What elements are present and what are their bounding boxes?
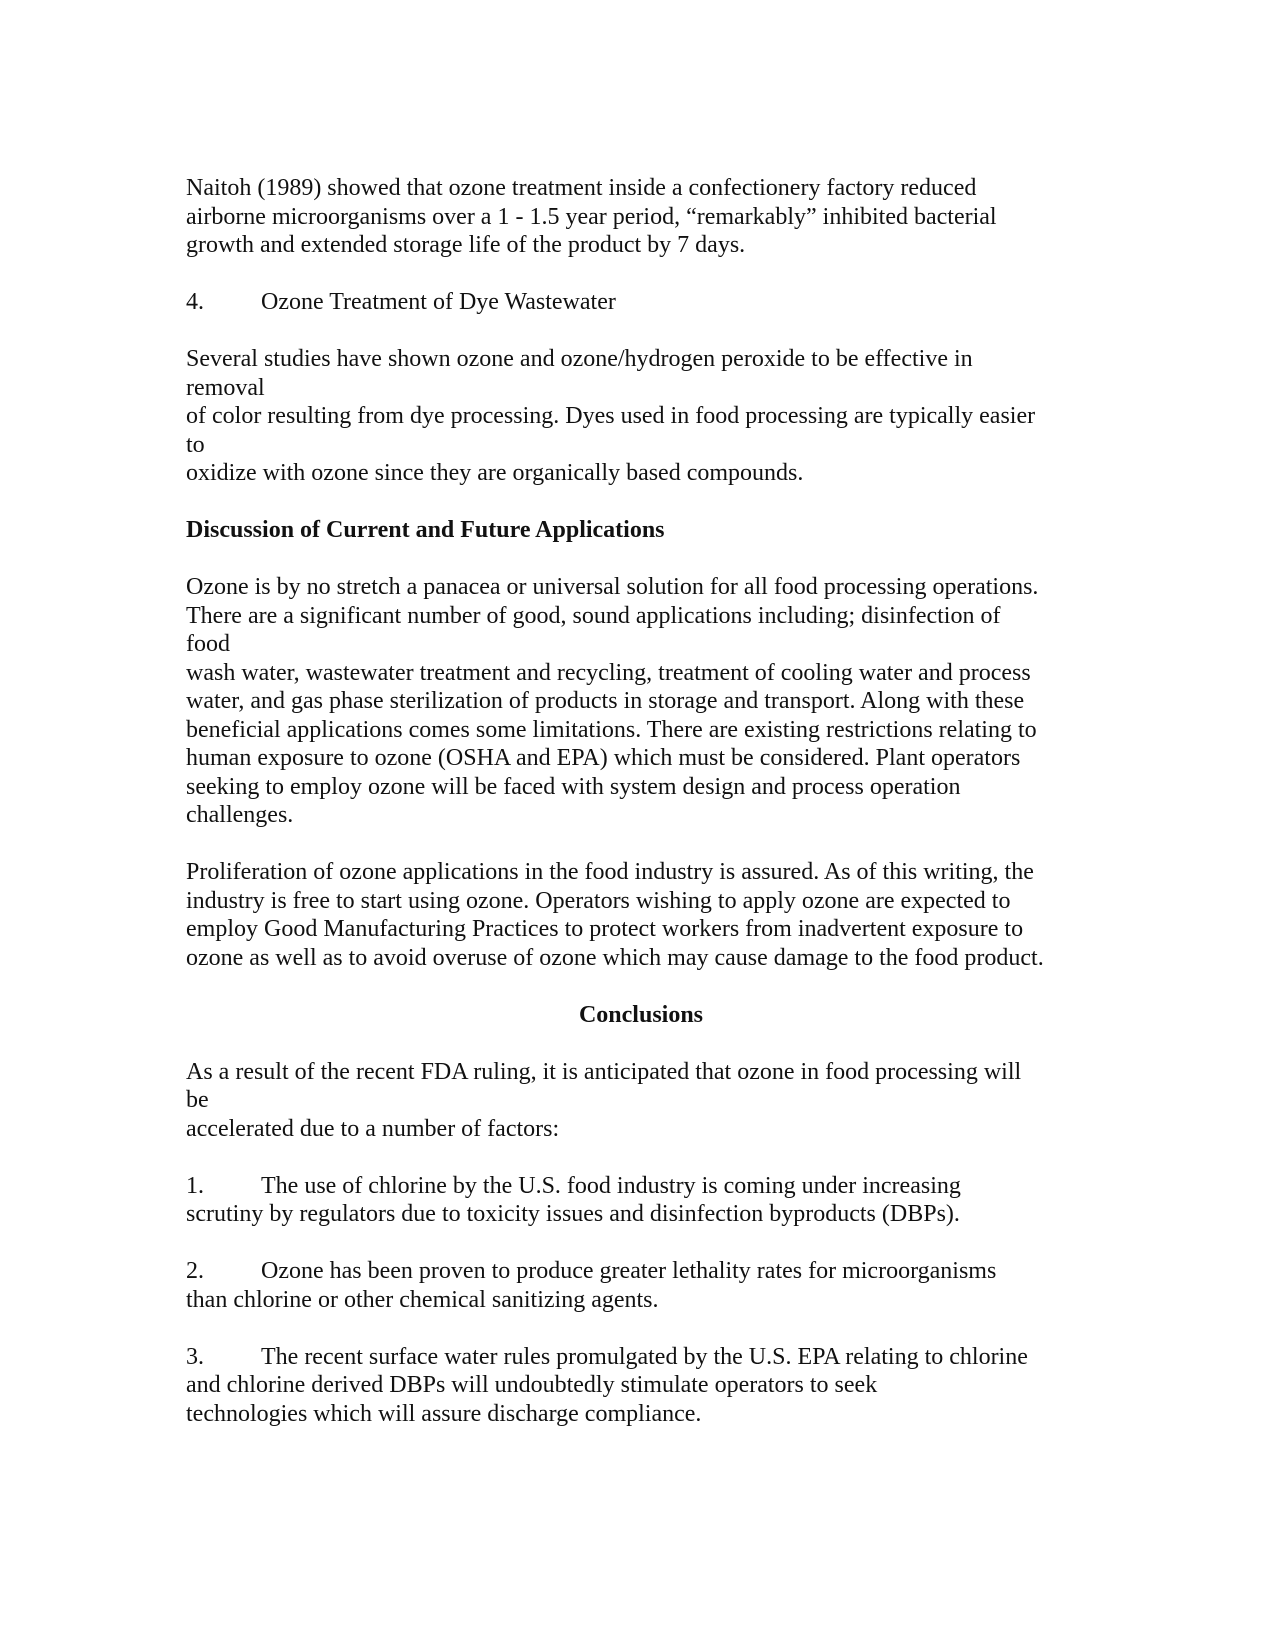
text-line: and chlorine derived DBPs will undoubtedly stimulate operators to seek (186, 1372, 878, 1398)
paragraph-conclusions-intro (186, 1058, 1096, 1144)
text-line: Ozone is by no stretch a panacea or universal solution for all food processing operations. (186, 574, 1039, 600)
section-4-heading (186, 288, 1096, 317)
document-page (186, 174, 1096, 1457)
paragraph-discussion-1 (186, 573, 1096, 830)
factor-item-2 (186, 1257, 1096, 1314)
text-line: of color resulting from dye processing. Dyes used in food processing are typically easier (186, 403, 1036, 429)
text-line: human exposure to ozone (OSHA and EPA) which must be considered. Plant operators (186, 745, 1021, 771)
conclusions-heading: Conclusions (578, 1001, 704, 1028)
text-line: wash water, wastewater treatment and recycling, treatment of cooling water and process (186, 659, 1031, 686)
factor-item-1 (186, 1172, 1096, 1229)
text-line: be (186, 1087, 209, 1113)
text-line: scrutiny by regulators due to toxicity issues and disinfection byproducts (DBPs). (186, 1201, 960, 1227)
text-line: Several studies have shown ozone and ozone/hydrogen peroxide to be effective in (186, 346, 973, 372)
discussion-heading: Discussion of Current and Future Applications (186, 517, 665, 543)
paragraph-naitoh (186, 174, 1096, 260)
factor-item-3 (186, 1343, 1096, 1429)
factor-text: The use of chlorine by the U.S. food industry is coming under increasing (261, 1172, 961, 1199)
text-line: accelerated due to a number of factors: (186, 1115, 560, 1142)
text-line: than chlorine or other chemical sanitizing agents. (186, 1286, 659, 1313)
text-line: There are a significant number of good, sound applications including; disinfection of (186, 602, 1001, 629)
text-line: food (186, 631, 230, 657)
text-line: As a result of the recent FDA ruling, it is anticipated that ozone in food processing will (186, 1058, 1022, 1085)
section-number: 4. (186, 289, 204, 315)
text-line: industry is free to start using ozone. Operators wishing to apply ozone are expected to (186, 887, 1011, 914)
text-line: growth and extended storage life of the product by 7 days. (186, 232, 746, 258)
text-line: seeking to employ ozone will be faced with system design and process operation (186, 773, 961, 800)
paragraph-discussion-2 (186, 858, 1096, 972)
section-title: Ozone Treatment of Dye Wastewater (261, 289, 616, 315)
text-line: Proliferation of ozone applications in the food industry is assured. As of this writing, the (186, 859, 1034, 885)
paragraph-dye (186, 345, 1096, 488)
factor-text: The recent surface water rules promulgated by the U.S. EPA relating to chlorine (261, 1343, 1028, 1370)
text-line: Naitoh (1989) showed that ozone treatment inside a confectionery factory reduced (186, 175, 977, 201)
text-line: ozone as well as to avoid overuse of ozone which may cause damage to the food product. (186, 944, 1044, 971)
text-line: oxidize with ozone since they are organically based compounds. (186, 460, 804, 486)
text-line: challenges. (186, 802, 294, 828)
factor-number: 1. (186, 1172, 204, 1199)
text-line: beneficial applications comes some limitations. There are existing restrictions relating to (186, 716, 1037, 743)
factor-number: 3. (186, 1343, 204, 1370)
text-line: removal (186, 374, 265, 401)
text-line: to (186, 431, 205, 458)
text-line: employ Good Manufacturing Practices to protect workers from inadvertent exposure to (186, 916, 1024, 942)
factor-number: 2. (186, 1258, 204, 1284)
text-line: technologies which will assure discharge compliance. (186, 1400, 702, 1427)
text-line: water, and gas phase sterilization of products in storage and transport. Along with these (186, 688, 1025, 714)
factor-text: Ozone has been proven to produce greater lethality rates for microorganisms (261, 1258, 997, 1284)
text-line: airborne microorganisms over a 1 - 1.5 year period, “remarkably” inhibited bacterial (186, 203, 997, 230)
